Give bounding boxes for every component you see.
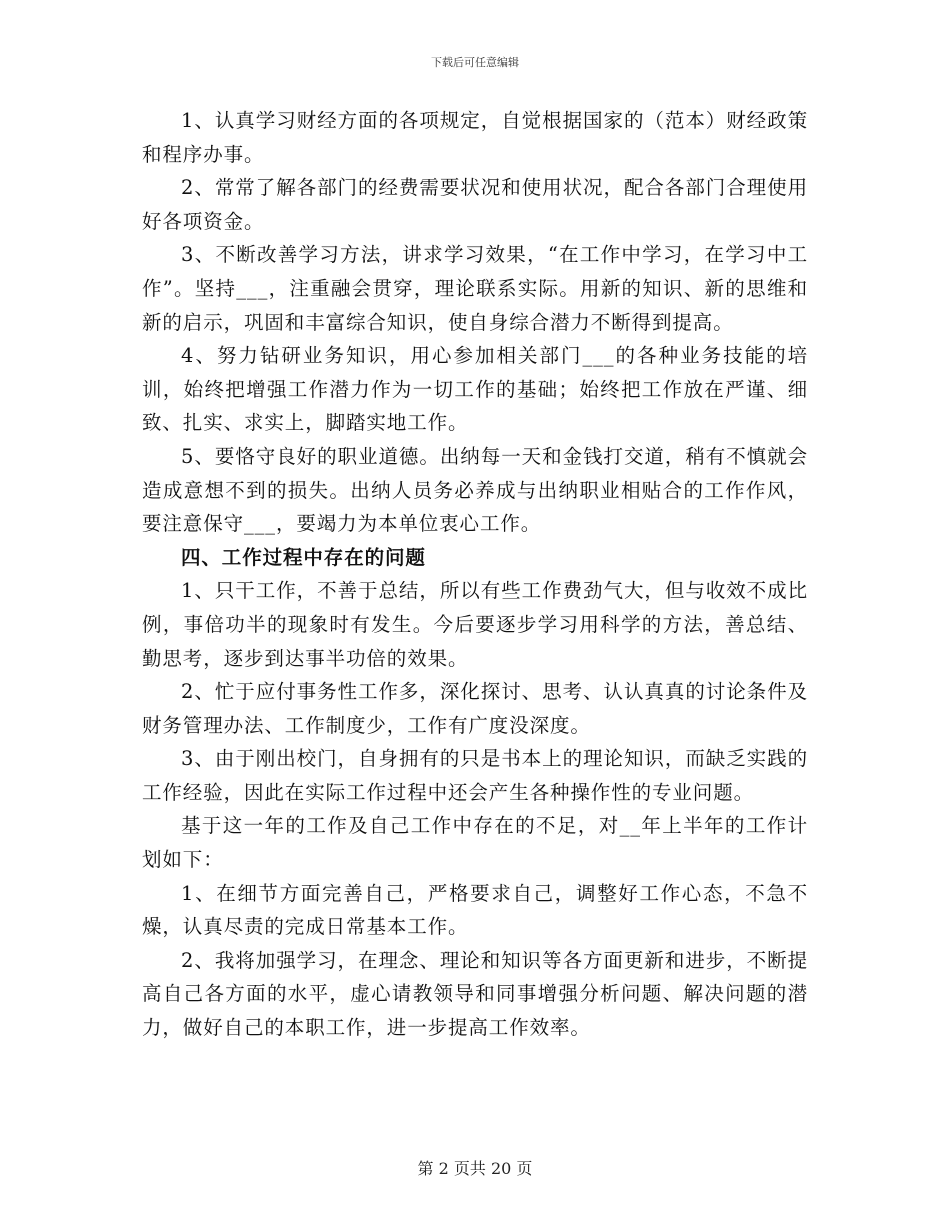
problem-1: 1、只干工作，不善于总结，所以有些工作费劲气大，但与收效不成比例，事倍功半的现象时有发生。今后要逐步学习用科学的方法，善总结、勤思考，逐步到达事半功倍的效果。 bbox=[142, 579, 808, 670]
paragraph-1: 1、认真学习财经方面的各项规定，自觉根据国家的（范本）财经政策和程序办事。 bbox=[142, 109, 808, 166]
plan-intro: 基于这一年的工作及自己工作中存在的不足，对__年上半年的工作计划如下： bbox=[142, 814, 808, 872]
paragraph-4: 4、努力钻研业务知识，用心参加相关部门___的各种业务技能的培训，始终把增强工作潜力作为一切工作的基础；始终把工作放在严谨、细致、扎实、求实上，脚踏实地工作。 bbox=[142, 344, 808, 435]
section-heading: 四、工作过程中存在的问题 bbox=[181, 545, 426, 569]
page-header: 下载后可任意编辑 bbox=[431, 56, 519, 69]
plan-2: 2、我将加强学习，在理念、理论和知识等各方面更新和进步，不断提高自己各方面的水平，虚心请教领导和同事增强分析问题、解决问题的潜力，做好自己的本职工作，进一步提高工作效率。 bbox=[142, 948, 808, 1040]
plan-1: 1、在细节方面完善自己，严格要求自己，调整好工作心态，不急不燥，认真尽责的完成日常基本工作。 bbox=[142, 881, 808, 939]
document-body bbox=[142, 104, 808, 1045]
paragraph-5: 5、要恪守良好的职业道德。出纳每一天和金钱打交道，稍有不慎就会造成意想不到的损失。出纳人员务必养成与出纳职业相贴合的工作作风，要注意保守___，要竭力为本单位衷心工作。 bbox=[142, 444, 808, 536]
paragraph-3: 3、不断改善学习方法，讲求学习效果，“在工作中学习，在学习中工作”。坚持___，注重融会贯穿，理论联系实际。用新的知识、新的思维和新的启示，巩固和丰富综合知识，使自身综合潜力不断得到提高。 bbox=[142, 243, 808, 334]
paragraph-2: 2、常常了解各部门的经费需要状况和使用状况，配合各部门合理使用好各项资金。 bbox=[142, 176, 808, 233]
page-number: 第 2 页共 20 页 bbox=[417, 1159, 533, 1178]
problem-3: 3、由于刚出校门，自身拥有的只是书本上的理论知识，而缺乏实践的工作经验，因此在实际工作过程中还会产生各种操作性的专业问题。 bbox=[142, 747, 808, 804]
problem-2: 2、忙于应付事务性工作多，深化探讨、思考、认认真真的讨论条件及财务管理办法、工作制度少，工作有广度没深度。 bbox=[142, 680, 808, 737]
